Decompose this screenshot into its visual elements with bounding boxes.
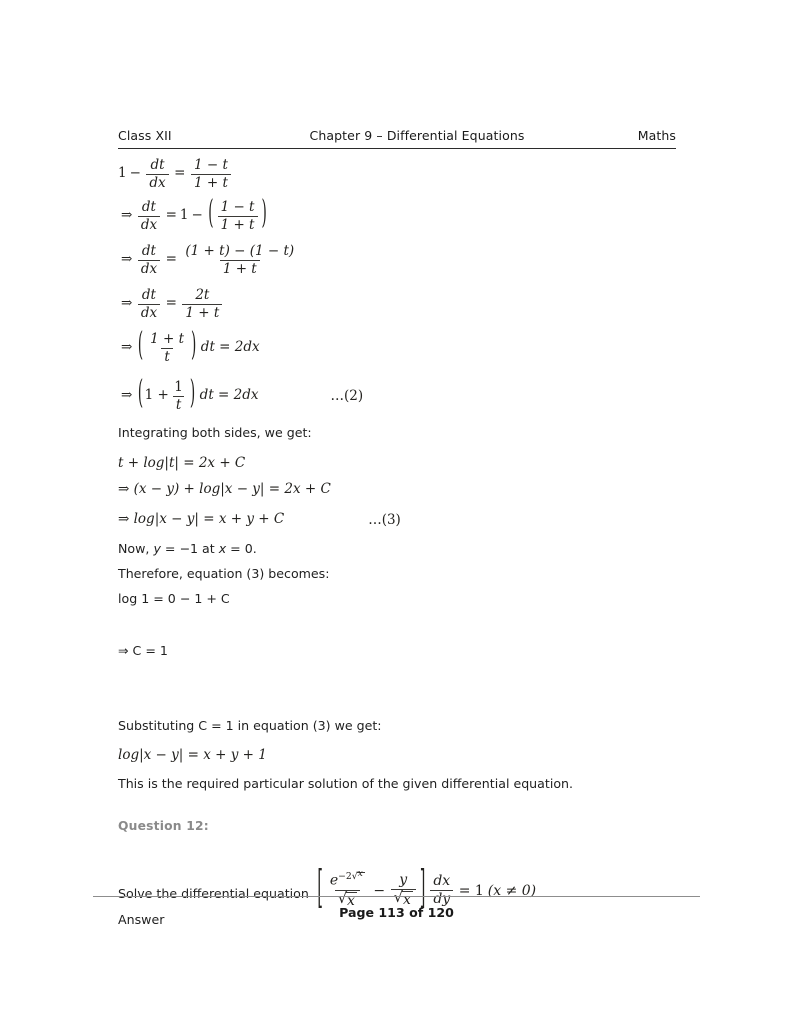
eq6-lead: 1 +	[144, 387, 169, 404]
formula-numerator-y: y	[399, 871, 408, 888]
now-prefix: Now,	[118, 541, 154, 556]
radical-sign: √	[337, 889, 348, 907]
formula-dxdy	[430, 874, 453, 907]
header-class: Class XII	[118, 128, 172, 143]
formula-numerator-e	[327, 868, 368, 890]
eq1-equals: =	[174, 165, 186, 182]
formula-term-1	[327, 868, 368, 909]
substituting-text: Substituting C = 1 in equation (3) we get:	[118, 718, 382, 733]
equation-7	[118, 452, 698, 478]
eq4-den: 1 + t	[182, 304, 222, 321]
condition-text: (x ≠ 0)	[487, 882, 537, 899]
formula-term-2	[391, 873, 416, 908]
eq4-equals: =	[165, 295, 177, 312]
spacer-before-question	[118, 805, 698, 819]
formula-dx: dx	[433, 872, 451, 889]
eq3-dt: dt	[141, 243, 156, 259]
eq3-rhs	[182, 244, 297, 276]
page-footer: Page 113 of 120	[339, 905, 454, 920]
euler-e: e	[329, 872, 339, 889]
eq6-tail: dt = 2dx	[199, 387, 259, 404]
log-substitution-line: log 1 = 0 − 1 + C	[118, 591, 230, 606]
eq2-den: 1 + t	[218, 216, 258, 233]
eq2-one: 1	[179, 207, 189, 224]
equation-1	[118, 158, 698, 200]
solve-prompt-text: Solve the differential equation	[118, 885, 309, 901]
eq8-expression: ⇒ (x − y) + log|x − y| = 2x + C	[118, 481, 331, 497]
paren-close: )	[189, 375, 196, 414]
spacer-after-question-label	[118, 849, 698, 865]
eq6-paren	[136, 375, 196, 414]
footer-divider	[93, 896, 700, 897]
equation-10	[118, 744, 698, 772]
eq5-den: t	[161, 348, 172, 365]
spacer-after-log	[118, 615, 698, 642]
variable-y: y	[153, 541, 161, 556]
eq1-dt: dt	[150, 157, 165, 173]
radical-sign: √	[351, 871, 358, 883]
bracket-open: [	[317, 864, 323, 917]
eq5-frac	[147, 332, 187, 364]
header-divider	[118, 148, 676, 149]
formula-dy: dy	[430, 890, 453, 907]
integrating-text: Integrating both sides, we get:	[118, 425, 312, 440]
constant-value-line: ⇒ C = 1	[118, 643, 168, 658]
eq2-arrow: ⇒	[121, 207, 133, 224]
eq6-num: 1	[174, 378, 183, 395]
paren-open: (	[208, 195, 214, 234]
now-middle: = −1 at	[160, 541, 219, 556]
eq4-arrow: ⇒	[121, 295, 133, 312]
page-header	[118, 128, 676, 143]
conclusion-text: This is the required particular solution of the given differential equation.	[118, 776, 574, 791]
therefore-text: Therefore, equation (3) becomes:	[118, 566, 330, 581]
equation-tag-3: …(3)	[368, 512, 401, 528]
equation-8	[118, 478, 698, 505]
eq3-arrow: ⇒	[121, 251, 133, 268]
eq4-rhs	[182, 288, 222, 320]
eq1-minus: −	[129, 165, 141, 182]
equation-5	[118, 327, 698, 374]
exponent-coefficient: −2	[338, 871, 352, 883]
radicand: x	[347, 892, 355, 909]
eq6-arrow: ⇒	[121, 387, 133, 404]
eq5-arrow: ⇒	[121, 339, 133, 356]
header-chapter: Chapter 9 – Differential Equations	[309, 128, 525, 143]
radicand: x	[402, 892, 411, 909]
equation-3	[118, 244, 698, 288]
eq1-dtdx	[146, 158, 168, 190]
eq9-expression: ⇒ log|x − y| = x + y + C	[118, 511, 285, 528]
variable-x: x	[218, 541, 227, 556]
eq3-equals: =	[165, 251, 177, 268]
formula-equals-one: = 1	[458, 882, 484, 899]
now-suffix: = 0.	[226, 541, 257, 556]
eq2-inner-frac	[218, 200, 258, 232]
equation-2	[118, 195, 698, 244]
equation-tag-2: …(2)	[330, 388, 364, 404]
radicand: x	[357, 868, 363, 880]
eq1-one: 1	[118, 165, 127, 182]
sqrt-in-exponent	[351, 868, 365, 883]
spacer-before-substituting	[118, 667, 698, 717]
eq6-frac	[171, 380, 186, 412]
initial-condition-text	[118, 535, 698, 565]
eq5-num: 1 + t	[150, 331, 185, 347]
eq1-dx: dx	[146, 174, 168, 191]
paren-close: )	[191, 327, 197, 366]
eq4-dt: dt	[141, 287, 156, 303]
bracket-close: ]	[419, 864, 426, 917]
radical-sign: √	[393, 889, 403, 907]
eq6-den: t	[173, 396, 184, 413]
eq2-equals: =	[165, 207, 177, 224]
paren-close: )	[261, 195, 267, 234]
equation-9	[118, 505, 698, 535]
page-body	[118, 158, 698, 937]
eq2-dx: dx	[138, 216, 160, 233]
eq7-expression: t + log|t| = 2x + C	[118, 455, 246, 471]
header-subject: Maths	[637, 128, 676, 143]
equation-4	[118, 288, 698, 332]
eq2-num: 1 − t	[220, 199, 255, 215]
eq2-dt: dt	[141, 199, 156, 215]
eq3-dtdx	[138, 244, 160, 276]
eq4-dx: dx	[138, 304, 160, 321]
eq1-num: 1 − t	[193, 157, 228, 173]
eq3-num: (1 + t) − (1 − t)	[185, 243, 295, 259]
eq2-paren	[207, 195, 268, 234]
eq2-dtdx	[138, 200, 160, 232]
eq3-dx: dx	[138, 260, 160, 277]
eq3-den: 1 + t	[220, 260, 260, 277]
answer-label: Answer	[118, 912, 165, 927]
eq10-expression: log|x − y| = x + y + 1	[118, 747, 267, 763]
equation-6	[118, 374, 698, 418]
paren-open: (	[137, 327, 144, 366]
eq5-tail: dt = 2dx	[200, 339, 260, 356]
paren-open: (	[137, 375, 144, 414]
eq1-den: 1 + t	[191, 174, 231, 191]
eq2-minus: −	[191, 207, 203, 224]
exponent	[338, 868, 365, 883]
eq4-num: 2t	[195, 287, 210, 303]
formula-minus: −	[373, 882, 386, 899]
question-label: Question 12:	[118, 819, 209, 833]
